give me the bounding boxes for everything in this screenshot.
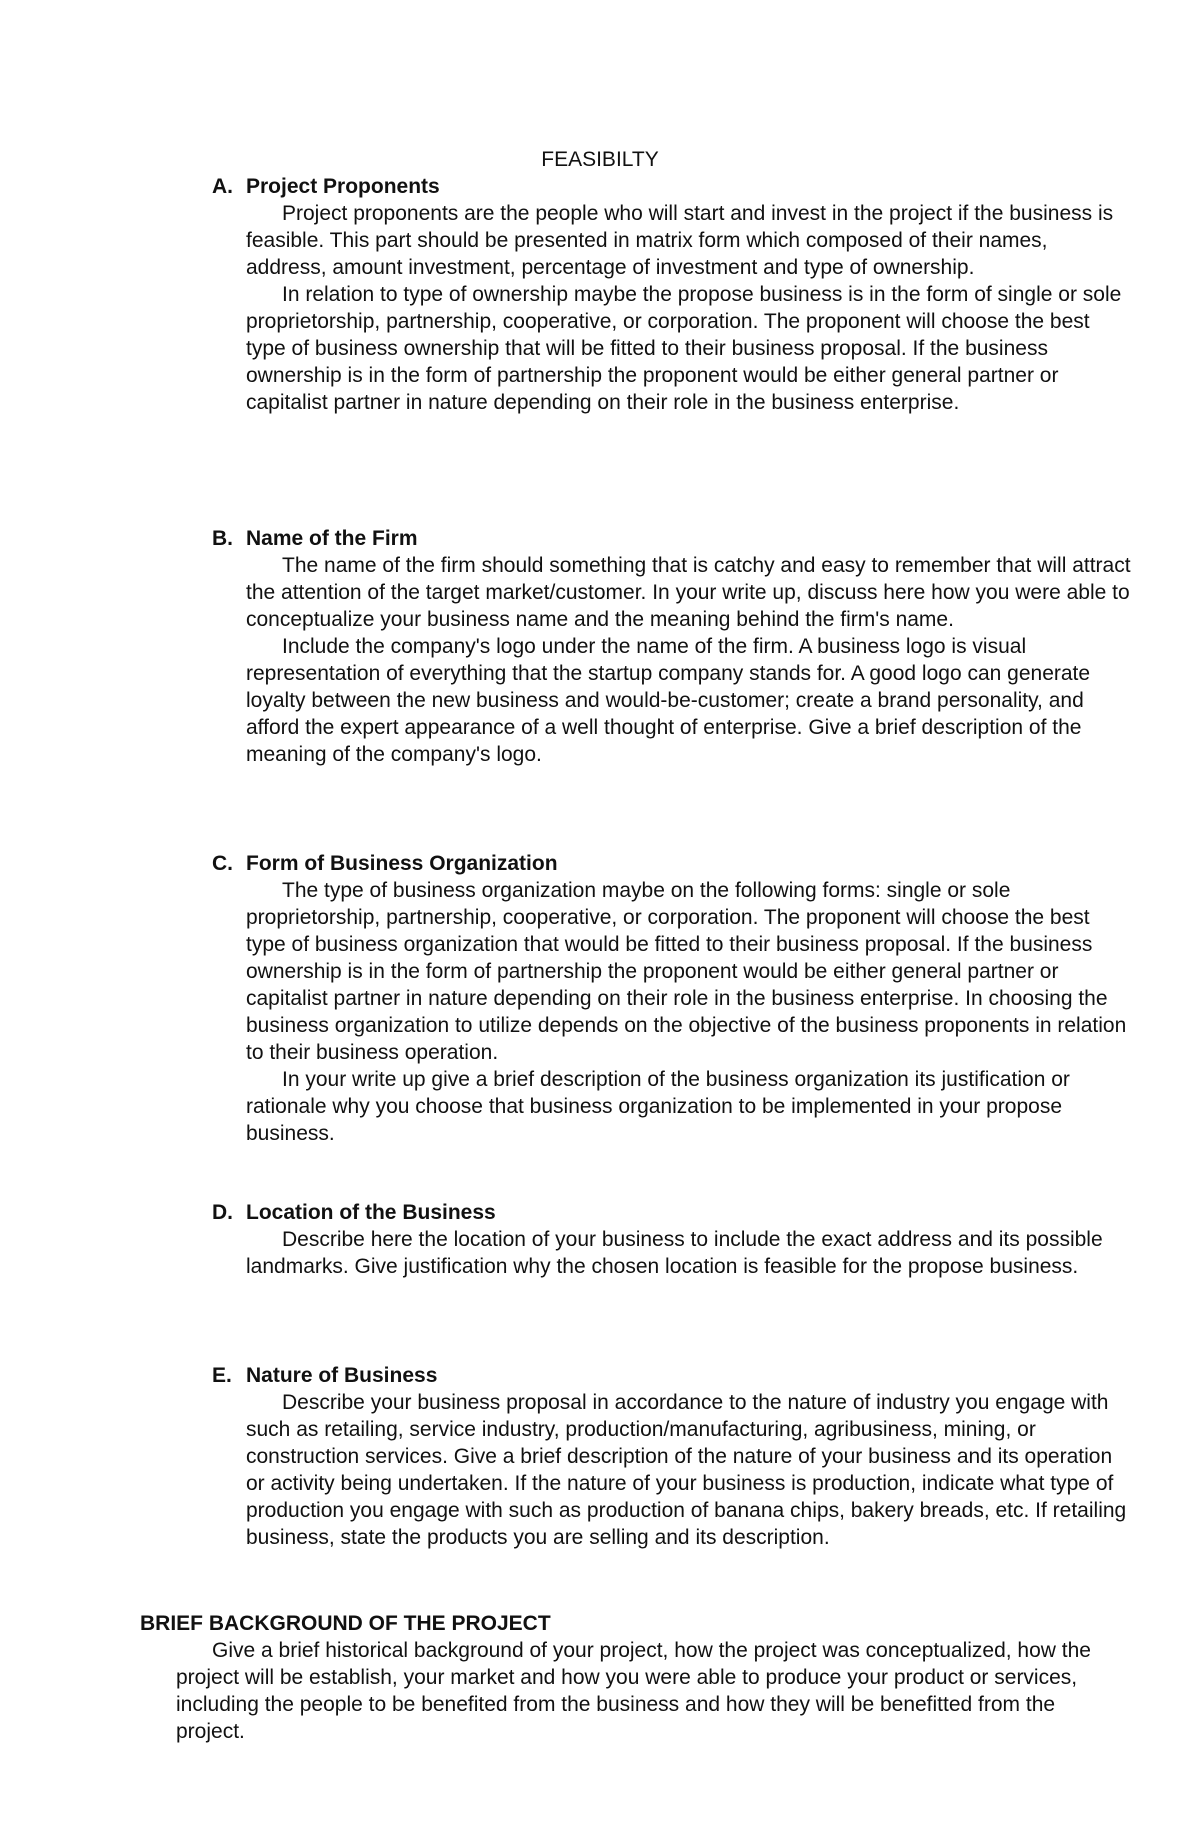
section-form-of-business-organization <box>212 850 1132 1147</box>
background-heading: BRIEF BACKGROUND OF THE PROJECT <box>140 1612 551 1635</box>
paragraph: Include the company's logo under the name of the firm. A business logo is visual representation of everything that the startup company stands for. A good logo can generate loyalty between the new business and would-be-customer; create a brand personality, and afford the expert appearance of a well thought of enterprise. Give a brief description of the meaning of the company's logo. <box>246 635 1091 766</box>
section-letter: E. <box>212 1364 232 1387</box>
section-heading <box>212 173 1132 200</box>
section-title: Project Proponents <box>246 175 440 198</box>
section-body <box>212 1226 1132 1280</box>
section-heading <box>212 850 1132 877</box>
section-body <box>212 877 1132 1147</box>
section-body <box>212 552 1132 768</box>
section-brief-background <box>140 1610 1120 1745</box>
paragraph: Give a brief historical background of your project, how the project was conceptualized, how the project will be establish, your market and how you were able to produce your product or services, including the people to be benefited from the business and how they will be benefitted from the project. <box>176 1639 1091 1743</box>
section-letter: B. <box>212 527 233 550</box>
paragraph: Describe your business proposal in accordance to the nature of industry you engage with such as retailing, service industry, production/manufacturing, agribusiness, mining, or construction services. Give a brief description of the nature of your business and its operation or activity being undertaken. If the nature of your business is production, indicate what type of production you engage with such as production of banana chips, bakery breads, etc. If retailing business, state the products you are selling and its description. <box>246 1391 1127 1549</box>
section-nature-of-business <box>212 1362 1132 1551</box>
paragraph: Describe here the location of your business to include the exact address and its possible landmarks. Give justification why the chosen location is feasible for the propose business. <box>246 1228 1103 1278</box>
section-heading <box>212 1362 1132 1389</box>
section-project-proponents <box>212 173 1132 416</box>
paragraph: The name of the firm should something that is catchy and easy to remember that will attract the attention of the target market/customer. In your write up, discuss here how you were able to conceptualize your business name and the meaning behind the firm's name. <box>246 554 1131 631</box>
section-name-of-firm <box>212 525 1132 768</box>
paragraph: Project proponents are the people who will start and invest in the project if the business is feasible. This part should be presented in matrix form which composed of their names, address, amount investment, percentage of investment and type of ownership. <box>246 202 1114 279</box>
section-letter: A. <box>212 175 233 198</box>
paragraph: In your write up give a brief description of the business organization its justification or rationale why you choose that business organization to be implemented in your propose business. <box>246 1068 1070 1145</box>
section-heading <box>212 1199 1132 1226</box>
document-title: FEASIBILTY <box>541 148 659 171</box>
section-title: Form of Business Organization <box>246 852 558 875</box>
section-body <box>212 1389 1132 1551</box>
paragraph: The type of business organization maybe on the following forms: single or sole proprietorship, partnership, cooperative, or corporation. The proponent will choose the best type of business organization that would be fitted to their business proposal. If the business ownership is in the form of partnership the proponent would be either general partner or capitalist partner in nature depending on their role in the business enterprise. In choosing the business organization to utilize depends on the objective of the business proponents in relation to their business operation. <box>246 879 1127 1064</box>
section-letter: C. <box>212 852 233 875</box>
section-body <box>212 200 1132 416</box>
section-body <box>140 1637 1120 1745</box>
paragraph: In relation to type of ownership maybe the propose business is in the form of single or sole proprietorship, partnership, cooperative, or corporation. The proponent will choose the best type of business ownership that will be fitted to their business proposal. If the business ownership is in the form of partnership the proponent would be either general partner or capitalist partner in nature depending on their role in the business enterprise. <box>246 283 1122 414</box>
section-title: Name of the Firm <box>246 527 418 550</box>
section-location-of-business <box>212 1199 1132 1280</box>
section-title: Nature of Business <box>246 1364 438 1387</box>
section-heading <box>212 525 1132 552</box>
section-title: Location of the Business <box>246 1201 496 1224</box>
section-letter: D. <box>212 1201 233 1224</box>
